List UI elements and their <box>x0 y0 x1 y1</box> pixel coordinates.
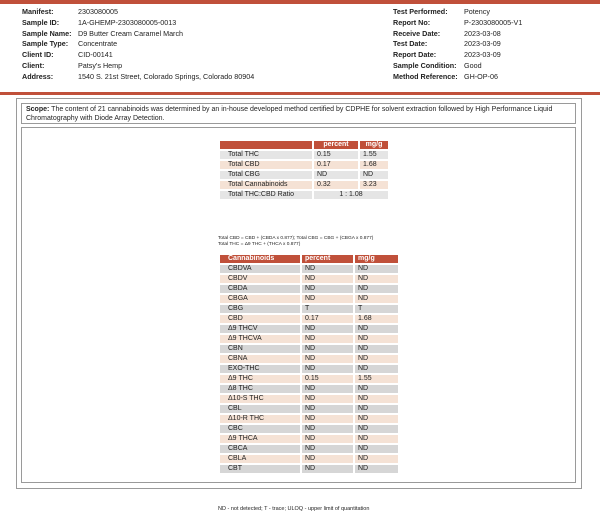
cannabinoid-name-cell: CBD <box>220 315 300 323</box>
cannabinoid-percent-cell: ND <box>302 275 353 283</box>
summary-percent-cell: ND <box>314 171 358 179</box>
header-label: Sample Type: <box>22 39 69 49</box>
header-label: Client ID: <box>22 50 54 60</box>
formula-line: Total CBD = CBD + (CBDA x 0.877); Total CBG = CBG + (CBGA x 0.877) <box>218 236 374 241</box>
footnote: ND - not detected; T - trace; ULOQ - upper limit of quantitation <box>218 506 370 512</box>
cannabinoid-mgg-cell: ND <box>355 445 398 453</box>
cannabinoid-name-cell: CBDVA <box>220 265 300 273</box>
header-value: 2303080005 <box>78 7 118 16</box>
summary-percent-cell: 0.32 <box>314 181 358 189</box>
cannabinoid-mgg-cell: ND <box>355 285 398 293</box>
table-row <box>220 285 398 293</box>
summary-body <box>220 151 388 199</box>
cannabinoid-percent-cell: ND <box>302 325 353 333</box>
cannabinoids-header-mgg: mg/g <box>355 255 398 263</box>
cannabinoid-name-cell: Δ9 THC <box>220 375 300 383</box>
ratio-row <box>220 191 388 199</box>
header-label: Sample Name: <box>22 28 72 38</box>
cannabinoid-percent-cell: ND <box>302 415 353 423</box>
table-row <box>220 171 388 179</box>
cannabinoid-mgg-cell: ND <box>355 415 398 423</box>
header-row-sample-type <box>22 39 254 50</box>
cannabinoid-percent-cell: 0.17 <box>302 315 353 323</box>
table-row <box>220 151 388 159</box>
cannabinoid-percent-cell: ND <box>302 345 353 353</box>
cannabinoid-percent-cell: ND <box>302 405 353 413</box>
summary-name-cell: Total THC <box>220 151 312 159</box>
results-inner-box <box>21 127 576 512</box>
header-row-sample-condition <box>393 61 522 72</box>
cannabinoid-percent-cell: ND <box>302 435 353 443</box>
header-value: Patsy's Hemp <box>78 60 123 70</box>
cannabinoid-percent-cell: ND <box>302 335 353 343</box>
header-label: Sample ID: <box>22 17 60 27</box>
header-row-receive-date <box>393 29 522 40</box>
cannabinoid-mgg-cell: ND <box>355 325 398 333</box>
cannabinoid-percent-cell: ND <box>302 445 353 453</box>
cannabinoids-body <box>220 265 398 473</box>
table-row <box>220 315 398 323</box>
cannabinoid-name-cell: CBGA <box>220 295 300 303</box>
header-label: Manifest: <box>22 7 54 16</box>
cannabinoid-name-cell: CBL <box>220 405 300 413</box>
results-panel <box>16 98 582 512</box>
table-row <box>220 335 398 343</box>
header-right <box>393 7 522 83</box>
cannabinoid-percent-cell: ND <box>302 465 353 473</box>
cannabinoid-name-cell: Δ9 THCA <box>220 435 300 443</box>
header-value: Good <box>464 60 482 70</box>
cannabinoid-name-cell: CBC <box>220 425 300 433</box>
summary-mgg-cell: 1.68 <box>360 161 388 169</box>
cannabinoid-mgg-cell: ND <box>355 395 398 403</box>
header-value: 2023-03-09 <box>464 39 501 49</box>
cannabinoid-mgg-cell: ND <box>355 465 398 473</box>
cannabinoid-mgg-cell: ND <box>355 335 398 343</box>
table-row <box>220 415 398 423</box>
header-label: Receive Date: <box>393 28 441 38</box>
cannabinoid-name-cell: CBT <box>220 465 300 473</box>
header-label: Report No: <box>393 17 431 27</box>
formula-notes <box>218 236 373 248</box>
cannabinoid-mgg-cell: ND <box>355 455 398 463</box>
formula-line: Total THC = Δ9 THC + (THCA x 0.877) <box>218 242 301 247</box>
cannabinoid-percent-cell: ND <box>302 295 353 303</box>
cannabinoid-mgg-cell: ND <box>355 275 398 283</box>
scope-box <box>21 103 576 124</box>
cannabinoids-header-name: Cannabinoids <box>220 255 300 263</box>
cannabinoid-percent-cell: ND <box>302 455 353 463</box>
cannabinoid-name-cell: Δ10-S THC <box>220 395 300 403</box>
summary-header-row <box>220 141 388 149</box>
header-value: CID-00141 <box>78 50 113 60</box>
header-row-client <box>22 61 254 72</box>
header-value: 2023-03-09 <box>464 50 501 60</box>
table-row <box>220 435 398 443</box>
header-row-address <box>22 72 254 83</box>
cannabinoid-mgg-cell: ND <box>355 345 398 353</box>
summary-mgg-cell: 3.23 <box>360 181 388 189</box>
header-row-client-id <box>22 50 254 61</box>
cannabinoid-name-cell: Δ9 THCVA <box>220 335 300 343</box>
summary-name-cell: Total CBD <box>220 161 312 169</box>
summary-mgg-cell: 1.55 <box>360 151 388 159</box>
header-value: Concentrate <box>78 39 118 49</box>
table-row <box>220 345 398 353</box>
header-row-sample-id <box>22 18 254 29</box>
header-row-test-performed <box>393 7 522 18</box>
table-row <box>220 275 398 283</box>
table-row <box>220 355 398 363</box>
cannabinoid-name-cell: CBNA <box>220 355 300 363</box>
header-value: GH-OP-06 <box>464 71 498 81</box>
cannabinoid-mgg-cell: 1.68 <box>355 315 398 323</box>
cannabinoid-percent-cell: ND <box>302 425 353 433</box>
header-label: Method Reference: <box>393 71 458 81</box>
table-row <box>220 465 398 473</box>
summary-header-percent: percent <box>314 141 358 149</box>
ratio-value: 1 : 1.08 <box>314 191 388 199</box>
header-row-method-reference <box>393 72 522 83</box>
summary-name-cell: Total CBG <box>220 171 312 179</box>
cannabinoid-mgg-cell: T <box>355 305 398 313</box>
table-row <box>220 455 398 463</box>
cannabinoid-mgg-cell: ND <box>355 435 398 443</box>
cannabinoid-percent-cell: ND <box>302 385 353 393</box>
header-row-report-no <box>393 18 522 29</box>
ratio-label: Total THC:CBD Ratio <box>220 191 312 199</box>
cannabinoid-name-cell: Δ9 THCV <box>220 325 300 333</box>
summary-header-mgg: mg/g <box>360 141 388 149</box>
cannabinoid-name-cell: CBLA <box>220 455 300 463</box>
cannabinoid-percent-cell: ND <box>302 365 353 373</box>
scope-label: Scope: <box>26 106 50 113</box>
summary-header-name <box>220 141 312 149</box>
header-value: D9 Butter Cream Caramel March <box>78 28 184 38</box>
cannabinoid-name-cell: CBG <box>220 305 300 313</box>
cannabinoids-header-row <box>220 255 398 263</box>
cannabinoid-mgg-cell: 1.55 <box>355 375 398 383</box>
header-row-test-date <box>393 39 522 50</box>
summary-percent-cell: 0.17 <box>314 161 358 169</box>
summary-percent-cell: 0.15 <box>314 151 358 159</box>
cannabinoid-name-cell: CBDA <box>220 285 300 293</box>
header-left <box>22 7 254 83</box>
cannabinoid-mgg-cell: ND <box>355 425 398 433</box>
header-label: Test Date: <box>393 39 428 49</box>
cannabinoids-header-percent: percent <box>302 255 353 263</box>
header-value: 2023-03-08 <box>464 28 501 38</box>
summary-name-cell: Total Cannabinoids <box>220 181 312 189</box>
table-row <box>220 161 388 169</box>
header-row-manifest <box>22 7 254 18</box>
cannabinoid-mgg-cell: ND <box>355 365 398 373</box>
table-row <box>220 305 398 313</box>
header-value: Potency <box>464 7 490 16</box>
cannabinoids-table <box>218 253 400 475</box>
table-row <box>220 375 398 383</box>
header-label: Sample Condition: <box>393 60 457 70</box>
table-row <box>220 181 388 189</box>
header-label: Report Date: <box>393 50 437 60</box>
cannabinoid-name-cell: EXO-THC <box>220 365 300 373</box>
table-row <box>220 395 398 403</box>
summary-mgg-cell: ND <box>360 171 388 179</box>
table-row <box>220 365 398 373</box>
table-row <box>220 405 398 413</box>
cannabinoid-mgg-cell: ND <box>355 405 398 413</box>
header-label: Client: <box>22 60 45 70</box>
top-accent-bar <box>0 0 600 4</box>
section-divider <box>0 92 600 95</box>
table-row <box>220 385 398 393</box>
cannabinoid-mgg-cell: ND <box>355 295 398 303</box>
cannabinoid-name-cell: Δ10-R THC <box>220 415 300 423</box>
cannabinoid-percent-cell: ND <box>302 355 353 363</box>
cannabinoid-percent-cell: 0.15 <box>302 375 353 383</box>
scope-text: The content of 21 cannabinoids was determined by an in-house developed method certified by CDPHE for solvent extraction followed by High Performance Liquid Chromatography with Diode Array Detection. <box>26 106 553 122</box>
cannabinoid-percent-cell: ND <box>302 265 353 273</box>
cannabinoid-mgg-cell: ND <box>355 355 398 363</box>
table-row <box>220 445 398 453</box>
header-row-report-date <box>393 50 522 61</box>
header-row-sample-name <box>22 29 254 40</box>
cannabinoid-percent-cell: T <box>302 305 353 313</box>
cannabinoid-name-cell: CBN <box>220 345 300 353</box>
cannabinoid-name-cell: CBDV <box>220 275 300 283</box>
header-label: Test Performed: <box>393 7 448 16</box>
table-row <box>220 425 398 433</box>
summary-table <box>218 139 390 201</box>
header-value: P-2303080005-V1 <box>464 17 523 27</box>
cannabinoid-name-cell: Δ8 THC <box>220 385 300 393</box>
header-value: 1A-GHEMP-2303080005-0013 <box>78 17 177 27</box>
cannabinoid-name-cell: CBCA <box>220 445 300 453</box>
header-value: 1540 S. 21st Street, Colorado Springs, Colorado 80904 <box>78 71 255 81</box>
table-row <box>220 265 398 273</box>
cannabinoid-percent-cell: ND <box>302 285 353 293</box>
table-row <box>220 295 398 303</box>
cannabinoid-percent-cell: ND <box>302 395 353 403</box>
table-row <box>220 325 398 333</box>
cannabinoid-mgg-cell: ND <box>355 385 398 393</box>
header-label: Address: <box>22 71 54 81</box>
cannabinoid-mgg-cell: ND <box>355 265 398 273</box>
